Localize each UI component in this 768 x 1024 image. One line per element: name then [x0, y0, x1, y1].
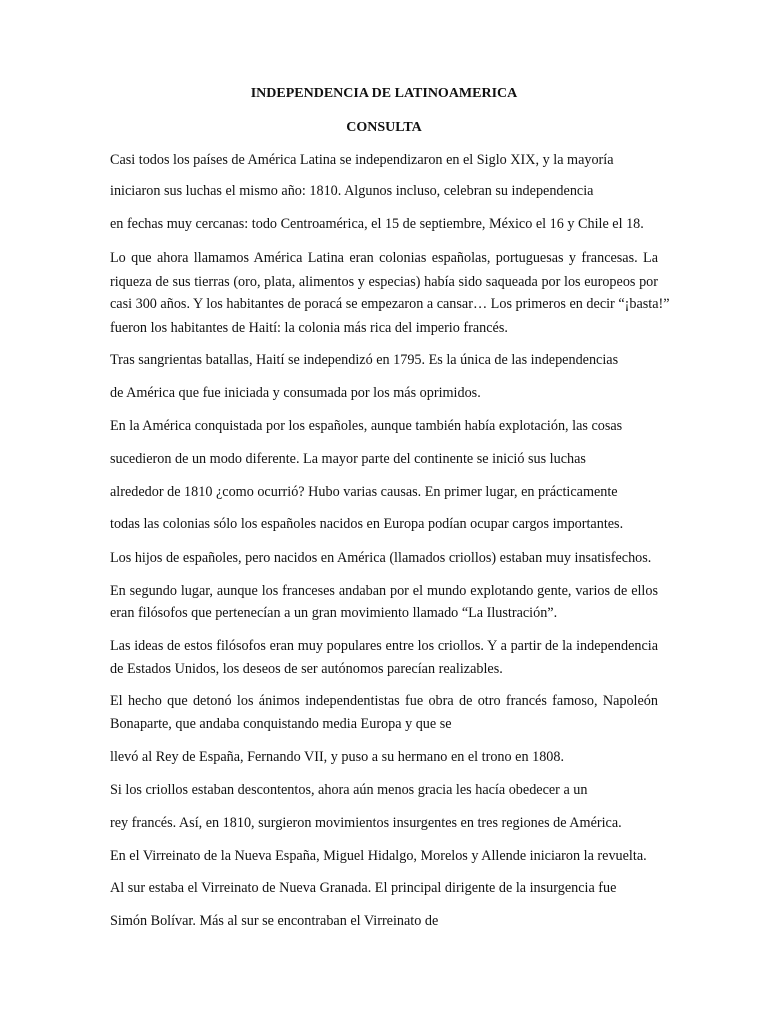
text-line: En segundo lugar, aunque los franceses andaban por el mundo explotando gente, varios de ellos — [110, 583, 658, 599]
text-line: Simón Bolívar. Más al sur se encontraban el Virreinato de — [110, 913, 439, 929]
text-line: Al sur estaba el Virreinato de Nueva Granada. El principal dirigente de la insurgencia fue — [110, 880, 617, 896]
document-title: INDEPENDENCIA DE LATINOAMERICA — [250, 86, 518, 101]
text-line: En el Virreinato de la Nueva España, Miguel Hidalgo, Morelos y Allende iniciaron la revuelta. — [110, 848, 647, 864]
text-line: Lo que ahora llamamos América Latina eran colonias españolas, portuguesas y francesas. La — [110, 250, 658, 266]
text-line: El hecho que detonó los ánimos independentistas fue obra de otro francés famoso, Napoleón — [110, 693, 658, 709]
document-subtitle: CONSULTA — [346, 120, 422, 135]
text-line: rey francés. Así, en 1810, surgieron movimientos insurgentes en tres regiones de América. — [110, 815, 622, 831]
text-line: Tras sangrientas batallas, Haití se independizó en 1795. Es la única de las independencias — [110, 352, 619, 368]
text-line: Las ideas de estos filósofos eran muy populares entre los criollos. Y a partir de la independencia — [110, 638, 658, 654]
text-line: alrededor de 1810 ¿como ocurrió? Hubo varias causas. En primer lugar, en prácticamente — [110, 484, 618, 500]
text-line: llevó al Rey de España, Fernando VII, y puso a su hermano en el trono en 1808. — [110, 749, 565, 765]
text-line: de América que fue iniciada y consumada por los más oprimidos. — [110, 385, 481, 401]
text-line: fueron los habitantes de Haití: la colonia más rica del imperio francés. — [110, 320, 508, 336]
text-line: en fechas muy cercanas: todo Centroamérica, el 15 de septiembre, México el 16 y Chile el 18. — [110, 216, 644, 232]
text-line: casi 300 años. Y los habitantes de poracá se empezaron a cansar… Los primeros en decir “¡basta!” — [110, 296, 670, 312]
text-line: Los hijos de españoles, pero nacidos en América (llamados criollos) estaban muy insatisfechos. — [110, 550, 652, 566]
text-line: En la América conquistada por los españoles, aunque también había explotación, las cosas — [110, 418, 623, 434]
text-line: eran filósofos que pertenecían a un gran movimiento llamado “La Ilustración”. — [110, 605, 558, 621]
text-line: iniciaron sus luchas el mismo año: 1810. Algunos incluso, celebran su independencia — [110, 183, 594, 199]
text-line: Si los criollos estaban descontentos, ahora aún menos gracia les hacía obedecer a un — [110, 782, 588, 798]
text-line: Bonaparte, que andaba conquistando media Europa y que se — [110, 716, 452, 732]
text-line: Casi todos los países de América Latina se independizaron en el Siglo XIX, y la mayoría — [110, 152, 614, 168]
text-line: riqueza de sus tierras (oro, plata, alimentos y especias) había sido saqueada por los europeos por — [110, 274, 658, 290]
text-line: sucedieron de un modo diferente. La mayor parte del continente se inició sus luchas — [110, 451, 586, 467]
text-line: de Estados Unidos, los deseos de ser autónomos parecían realizables. — [110, 661, 503, 677]
text-line: todas las colonias sólo los españoles nacidos en Europa podían ocupar cargos importantes. — [110, 516, 624, 532]
